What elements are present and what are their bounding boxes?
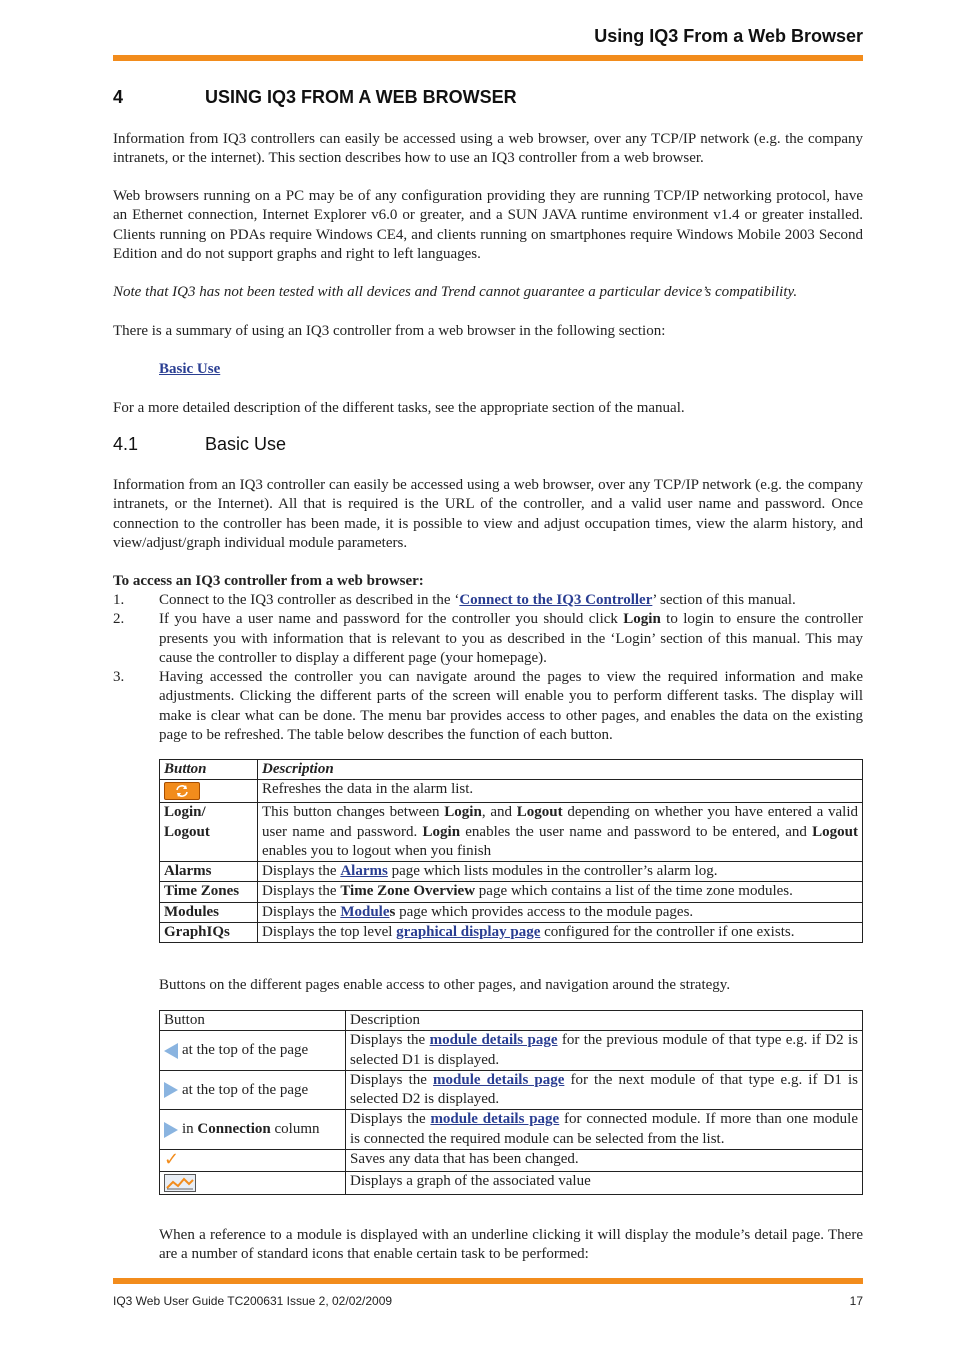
closing-paragraph: When a reference to a module is displayed with an underline clicking it will display the module’s detail page. There are a number of standard icons that enable certain task to be performed: [159, 1227, 863, 1263]
section-heading-4-1: 4.1 Basic Use [113, 434, 287, 454]
graph-icon [164, 1174, 196, 1192]
table-row: Refreshes the data in the alarm list. [160, 780, 863, 803]
table-row: Alarms Displays the Alarms page which lists modules in the controller’s alarm log. [160, 862, 863, 882]
section-heading-4: 4 USING IQ3 FROM A WEB BROWSER [113, 87, 517, 107]
basic-use-paragraph: Information from an IQ3 controller can easily be accessed using a web browser, over any TCP/IP network (e.g. the company intranets, or the Internet). All that is required is the URL of the controller, and a valid user name and password. Once connection to the controller has been made, it is possible to view and adjust occupation times, view the alarm history, and view/adjust/graph individual module parameters. [113, 477, 863, 551]
running-header: Using IQ3 From a Web Browser [594, 26, 863, 46]
footer-doc-info: IQ3 Web User Guide TC200631 Issue 2, 02/02/2009 [113, 1294, 393, 1308]
table-row: Modules Displays the Modules page which provides access to the module pages. [160, 902, 863, 922]
footer-rule [113, 1278, 863, 1284]
table-row: ✓ Saves any data that has been changed. [160, 1150, 863, 1172]
detail-paragraph: For a more detailed description of the different tasks, see the appropriate section of the manual. [113, 400, 685, 416]
table-row: Login/ Logout This button changes between Login, and Logout depending on whether you have entered a valid user name and password. Login enables the user name and password to be entered, and Logout enables you to logout when you finish [160, 803, 863, 862]
previous-arrow-icon [164, 1043, 178, 1059]
checkmark-icon: ✓ [164, 1149, 180, 1171]
basic-use-link[interactable]: Basic Use [159, 361, 221, 377]
module-details-link[interactable]: module details page [429, 1032, 558, 1049]
procedure-title: To access an IQ3 controller from a web browser: [113, 573, 424, 589]
menu-buttons-table [159, 759, 863, 943]
modules-link[interactable]: Module [340, 903, 390, 920]
intro-paragraph: Information from IQ3 controllers can easily be accessed using a web browser, over any TCP/IP network (e.g. the company intranets, or the internet). This section describes how to use an IQ3 controller from a web browser. [113, 131, 863, 167]
module-details-link[interactable]: module details page [430, 1111, 560, 1128]
table-header-row [160, 1011, 863, 1031]
procedure-steps [113, 591, 863, 745]
graphical-display-link[interactable]: graphical display page [396, 924, 541, 941]
col-description-header: Description [258, 760, 863, 780]
next-arrow-icon [164, 1082, 178, 1098]
table-row: Time Zones Displays the Time Zone Overview page which contains a list of the time zone modules. [160, 882, 863, 902]
table-row: at the top of the page Displays the module details page for the next module of that type e.g. if D1 is selected D2 is displayed. [160, 1070, 863, 1110]
requirements-paragraph: Web browsers running on a PC may be of any configuration providing they are running TCP/IP networking protocol, have an Ethernet connection, Internet Explorer v6.0 or greater, and a SUN JAVA runtime environment v1.4 or greater installed. Clients running on PDAs require Windows CE4, and clients running on smartphones require Windows Mobile 2003 Second Edition and do not support graphs and right to left languages. [113, 188, 863, 262]
connection-arrow-icon [164, 1122, 178, 1138]
compatibility-note: Note that IQ3 has not been tested with all devices and Trend cannot guarantee a particular device’s compatibility. [113, 284, 798, 300]
connect-controller-link[interactable]: Connect to the IQ3 Controller [459, 592, 653, 608]
table-row: Displays a graph of the associated value [160, 1172, 863, 1195]
col-button-header: Button [160, 1011, 346, 1031]
col-button-header: Button [160, 760, 258, 780]
table-row: at the top of the page Displays the module details page for the previous module of that type e.g. if D2 is selected D1 is displayed. [160, 1031, 863, 1071]
refresh-icon [164, 782, 200, 800]
step-3: 3. Having accessed the controller you can navigate around the pages to view the required information and make adjustments. Clicking the different parts of the screen will enable you to perform different tasks. The display will make is clear what can be done. The menu bar provides access to other pages, and enables the data on the existing page to be refreshed. The table below describes the function of each button. [113, 669, 863, 744]
basic-use-link-line [159, 360, 863, 379]
table-row: GraphIQs Displays the top level graphical display page configured for the controller if one exists. [160, 923, 863, 943]
page-number: 17 [849, 1294, 863, 1308]
step-1: 1. Connect to the IQ3 controller as described in the ‘Connect to the IQ3 Controller’ section of this manual. [113, 592, 796, 608]
page-buttons-table [159, 1010, 863, 1195]
col-description-header: Description [346, 1011, 863, 1031]
summary-paragraph: There is a summary of using an IQ3 controller from a web browser in the following section: [113, 323, 666, 339]
table-header-row [160, 760, 863, 780]
table-row: in Connection column Displays the module details page for connected module. If more than one module is connected the required module can be selected from the list. [160, 1110, 863, 1150]
alarms-link[interactable]: Alarms [340, 863, 388, 880]
step-2: 2. If you have a user name and password for the controller you should click Login to login to ensure the controller presents you with information that is relevant to you as described in the ‘Login’ section of this manual. This may cause the controller to display a different page (your homepage). [113, 611, 863, 666]
module-details-link[interactable]: module details page [433, 1071, 565, 1088]
navigation-paragraph: Buttons on the different pages enable access to other pages, and navigation around the strategy. [159, 977, 731, 993]
header-rule [113, 55, 863, 61]
